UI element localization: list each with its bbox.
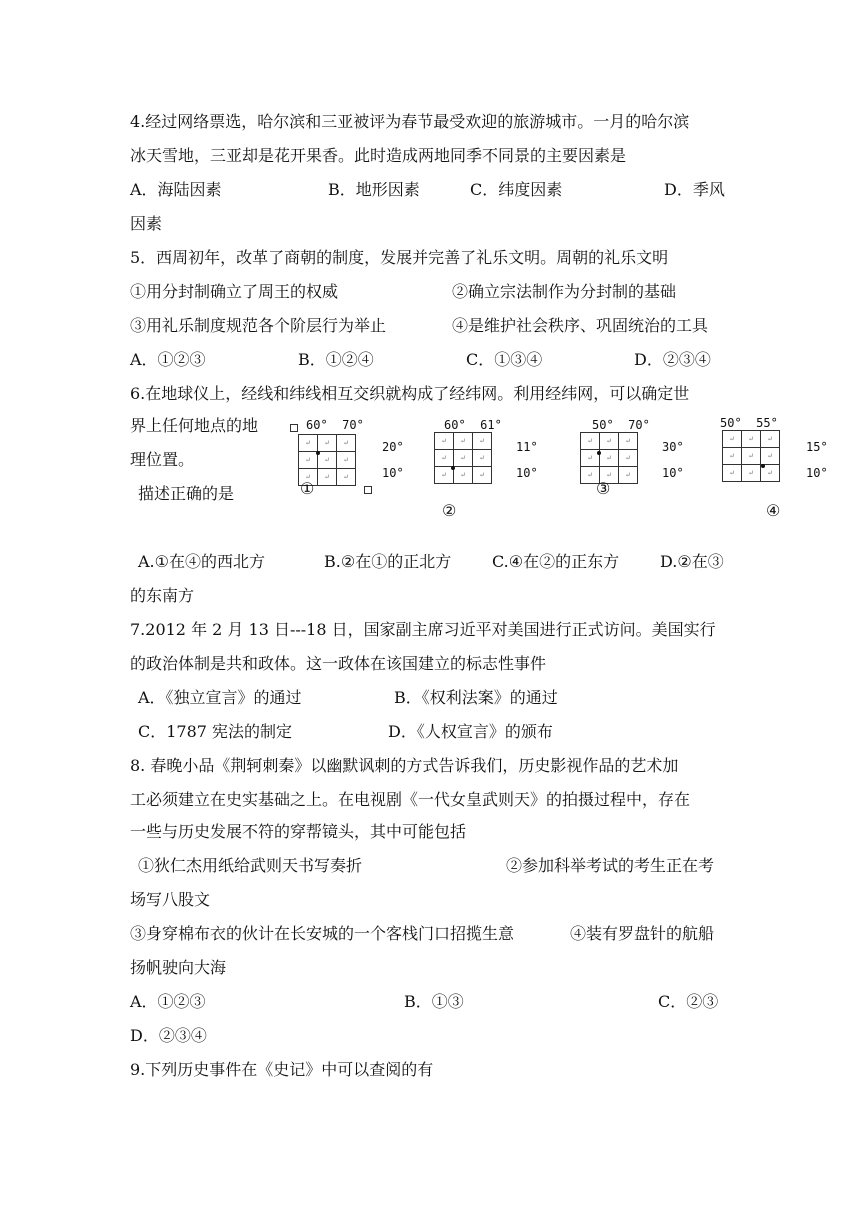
q8-option-b: B．①③ (404, 992, 464, 1011)
q8-item-1: ①狄仁杰用纸给武则天书写奏折 (138, 856, 363, 875)
map1-number: ① (300, 479, 315, 498)
map2-lat-bottom: 10° (516, 466, 538, 480)
map3-number: ③ (596, 479, 611, 498)
q7-option-c: C．1787 宪法的制定 (138, 722, 293, 741)
q7-option-a: A．《独立宣言》的通过 (138, 688, 302, 707)
q4-option-d: D．季风 (664, 180, 725, 199)
q5-option-a: A．①②③ (130, 350, 206, 369)
map3-point (597, 451, 601, 455)
q5-option-d: D．②③④ (634, 350, 711, 369)
map3-lat-bottom: 10° (662, 466, 684, 480)
q7-stem-line2: 的政治体制是共和政体。这一政体在该国建立的标志性事件 (130, 654, 547, 673)
map1-point (316, 451, 320, 455)
q4-stem-line1: 4.经过网络票选，哈尔滨和三亚被评为春节最受欢迎的旅游城市。一月的哈尔滨 (130, 112, 690, 131)
q7-option-d: D．《人权宣言》的颁布 (388, 722, 553, 741)
q6-option-c: C.④在②的正东方 (492, 552, 620, 571)
q4-option-c: C．纬度因素 (470, 180, 563, 199)
map2-grid: ↵ ↵ ↵ ↵ ↵ ↵ ↵ ↵ ↵ (434, 432, 492, 484)
q4-option-d-cont: 因素 (130, 214, 163, 233)
q8-item-4-cont: 扬帆驶向大海 (130, 958, 227, 977)
q5-item-4: ④是维护社会秩序、巩固统治的工具 (452, 316, 709, 335)
map2-point (451, 466, 455, 470)
q7-stem-line1: 7.2012 年 2 月 13 日---18 日，国家副主席习近平对美国进行正式访问。美国实行 (130, 620, 716, 639)
q8-item-4: ④装有罗盘针的航船 (570, 924, 715, 943)
q4-option-a: A．海陆因素 (130, 180, 222, 199)
q6-option-a: A.①在④的西北方 (138, 552, 265, 571)
map4-grid: ↵ ↵ ↵ ↵ ↵ ↵ ↵ ↵ ↵ (722, 430, 780, 482)
q8-stem-line3: 一些与历史发展不符的穿帮镜头，其中可能包括 (130, 822, 467, 841)
map1-lat-top: 20° (382, 440, 404, 454)
q8-option-c: C．②③ (658, 992, 719, 1011)
map1-corner-mark-2 (364, 486, 372, 494)
q4-option-b: B．地形因素 (328, 180, 420, 199)
q6-stem-line3: 理位置。 (130, 450, 195, 469)
q8-option-d: D．②③④ (130, 1026, 207, 1045)
q5-option-b: B．①②④ (298, 350, 374, 369)
map4-longitude-labels: 50° 55° (720, 416, 778, 430)
q6-option-d: D.②在③ (660, 552, 724, 571)
q8-option-a: A．①②③ (130, 992, 206, 1011)
q6-stem-line1: 6.在地球仪上，经线和纬线相互交织就构成了经纬网。利用经纬网，可以确定世 (130, 384, 690, 403)
q5-item-2: ②确立宗法制作为分封制的基础 (452, 282, 677, 301)
q5-stem: 5．西周初年，改革了商朝的制度，发展并完善了礼乐文明。周朝的礼乐文明 (130, 248, 669, 267)
q5-option-c: C．①③④ (466, 350, 543, 369)
q6-option-d-cont: 的东南方 (130, 586, 195, 605)
q6-stem-line4: 描述正确的是 (138, 484, 235, 503)
map2-longitude-labels: 60° 61° (444, 418, 502, 432)
map4-lat-top: 15° (806, 440, 828, 454)
q4-stem-line2: 冰天雪地，三亚却是花开果香。此时造成两地同季不同景的主要因素是 (130, 146, 627, 165)
map1-grid: ↵ ↵ ↵ ↵ ↵ ↵ ↵ ↵ ↵ (298, 434, 356, 486)
map1-corner-mark (290, 424, 298, 432)
q5-item-3: ③用礼乐制度规范各个阶层行为举止 (130, 316, 387, 335)
q8-stem-line2: 工必须建立在史实基础之上。在电视剧《一代女皇武则天》的拍摄过程中，存在 (130, 790, 691, 809)
q7-option-b: B．《权利法案》的通过 (394, 688, 558, 707)
map4-point (761, 464, 765, 468)
map1-lat-bottom: 10° (382, 466, 404, 480)
q9-stem: 9.下列历史事件在《史记》中可以查阅的有 (130, 1060, 434, 1079)
map2-lat-top: 11° (516, 440, 538, 454)
map3-lat-top: 30° (662, 440, 684, 454)
map4-number: ④ (766, 501, 781, 520)
map3-grid: ↵ ↵ ↵ ↵ ↵ ↵ ↵ ↵ ↵ (580, 432, 638, 484)
q5-item-1: ①用分封制确立了周王的权威 (130, 282, 339, 301)
q6-option-b: B.②在①的正北方 (324, 552, 452, 571)
map2-number: ② (442, 501, 457, 520)
q8-stem-line1: 8. 春晚小品《荆轲刺秦》以幽默讽刺的方式告诉我们，历史影视作品的艺术加 (130, 756, 679, 775)
q8-item-3: ③身穿棉布衣的伙计在长安城的一个客栈门口招揽生意 (130, 924, 515, 943)
map3-longitude-labels: 50° 70° (592, 418, 650, 432)
q6-stem-line2: 界上任何地点的地 (130, 416, 259, 435)
map4-lat-bottom: 10° (806, 466, 828, 480)
q8-item-2: ②参加科举考试的考生正在考 (506, 856, 715, 875)
map1-longitude-labels: 60° 70° (306, 418, 364, 432)
q8-item-2-cont: 场写八股文 (130, 890, 211, 909)
